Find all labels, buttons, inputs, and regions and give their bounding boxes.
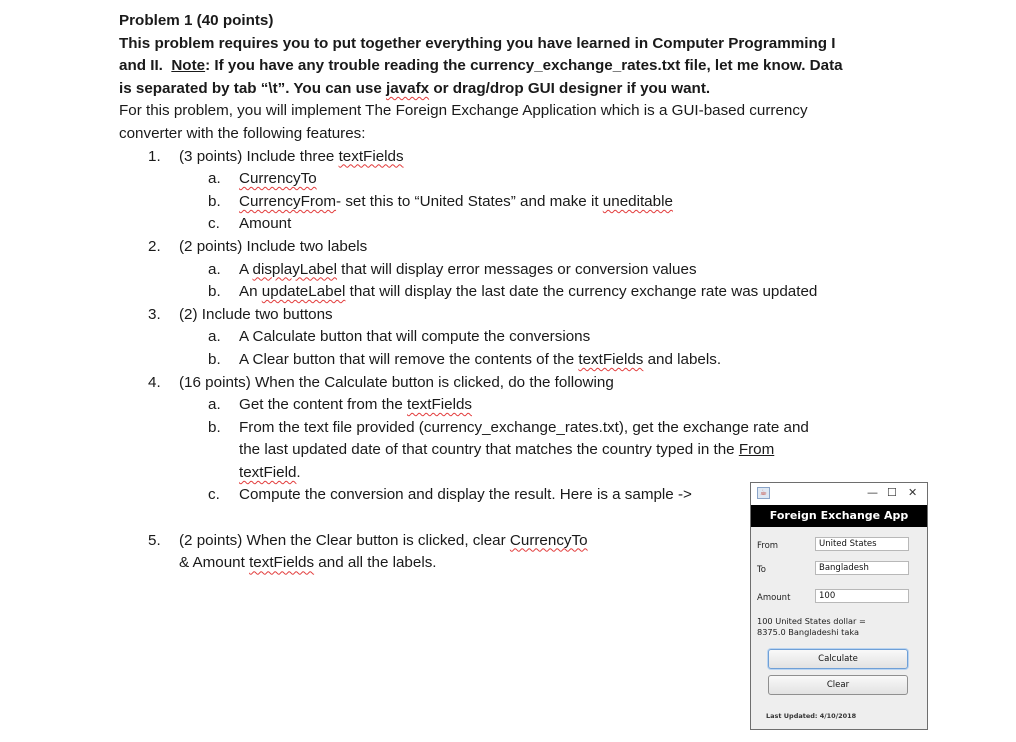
intro-line-3: is separated by tab “\t”. You can use javafx or drag/drop GUI designer if you want. bbox=[119, 79, 711, 97]
sub-item-1b: b. CurrencyFrom- set this to “United States” and make it uneditable bbox=[208, 192, 673, 210]
amount-field[interactable]: 100 bbox=[815, 589, 909, 603]
note-label: Note bbox=[171, 57, 206, 75]
calculate-button[interactable]: Calculate bbox=[768, 649, 908, 669]
from-label: From bbox=[757, 541, 779, 551]
to-label: To bbox=[757, 565, 766, 575]
window-title-bar bbox=[751, 483, 927, 505]
minimize-icon[interactable]: — bbox=[867, 486, 878, 499]
maximize-icon[interactable]: ☐ bbox=[887, 486, 897, 499]
sub-item-4c: c. Compute the conversion and display the result. Here is a sample -> bbox=[208, 486, 692, 504]
currency-from-field[interactable]: United States bbox=[815, 537, 909, 551]
sub-item-4a: a. Get the content from the textFields bbox=[208, 396, 472, 414]
list-item-2: 2. (2 points) Include two labels bbox=[148, 237, 368, 255]
sub-item-2b: b. An updateLabel that will display the last date the currency exchange rate was updated bbox=[208, 283, 818, 301]
sub-item-4b-cont2: textField. bbox=[239, 463, 301, 481]
list-item-5: 5. (2 points) When the Clear button is clicked, clear CurrencyTo bbox=[148, 531, 588, 549]
sub-item-2a: a. A displayLabel that will display error messages or conversion values bbox=[208, 260, 697, 278]
update-label: Last Updated: 4/10/2018 bbox=[766, 712, 857, 720]
intro-line-1: This problem requires you to put together everything you have learned in Computer Programming I bbox=[119, 34, 836, 52]
java-app-icon: ☕ bbox=[757, 487, 770, 499]
close-icon[interactable]: ✕ bbox=[908, 486, 918, 499]
amount-label: Amount bbox=[757, 593, 791, 603]
intro-line-4: For this problem, you will implement The Foreign Exchange Application which is a GUI-based currency bbox=[119, 102, 808, 120]
display-label: 100 United States dollar = 8375.0 Bangladeshi taka bbox=[757, 616, 866, 637]
clear-button[interactable]: Clear bbox=[768, 675, 908, 695]
foreign-exchange-window bbox=[750, 482, 928, 730]
intro-line-5: converter with the following features: bbox=[119, 124, 366, 142]
list-item-3: 3. (2) Include two buttons bbox=[148, 305, 333, 323]
sub-item-4b: b. From the text file provided (currency_exchange_rates.txt), get the exchange rate and bbox=[208, 418, 809, 436]
sub-item-1a: a. CurrencyTo bbox=[208, 170, 317, 188]
currency-to-field[interactable]: Bangladesh bbox=[815, 561, 909, 575]
sub-item-3b: b. A Clear button that will remove the contents of the textFields and labels. bbox=[208, 350, 722, 368]
app-title: Foreign Exchange App bbox=[751, 505, 927, 527]
intro-line-2: and II. Note: If you have any trouble reading the currency_exchange_rates.txt file, let me know. Data bbox=[119, 57, 843, 75]
sub-item-4b-cont: the last updated date of that country that matches the country typed in the From bbox=[239, 441, 775, 459]
list-item-4: 4. (16 points) When the Calculate button is clicked, do the following bbox=[148, 373, 614, 391]
sub-item-1c: c. Amount bbox=[208, 215, 292, 233]
list-item-5-cont: & Amount textFields and all the labels. bbox=[179, 554, 437, 572]
sub-item-3a: a. A Calculate button that will compute the conversions bbox=[208, 328, 591, 346]
problem-title: Problem 1 (40 points) bbox=[119, 12, 274, 29]
list-item-1: 1. (3 points) Include three textFields bbox=[148, 147, 404, 165]
